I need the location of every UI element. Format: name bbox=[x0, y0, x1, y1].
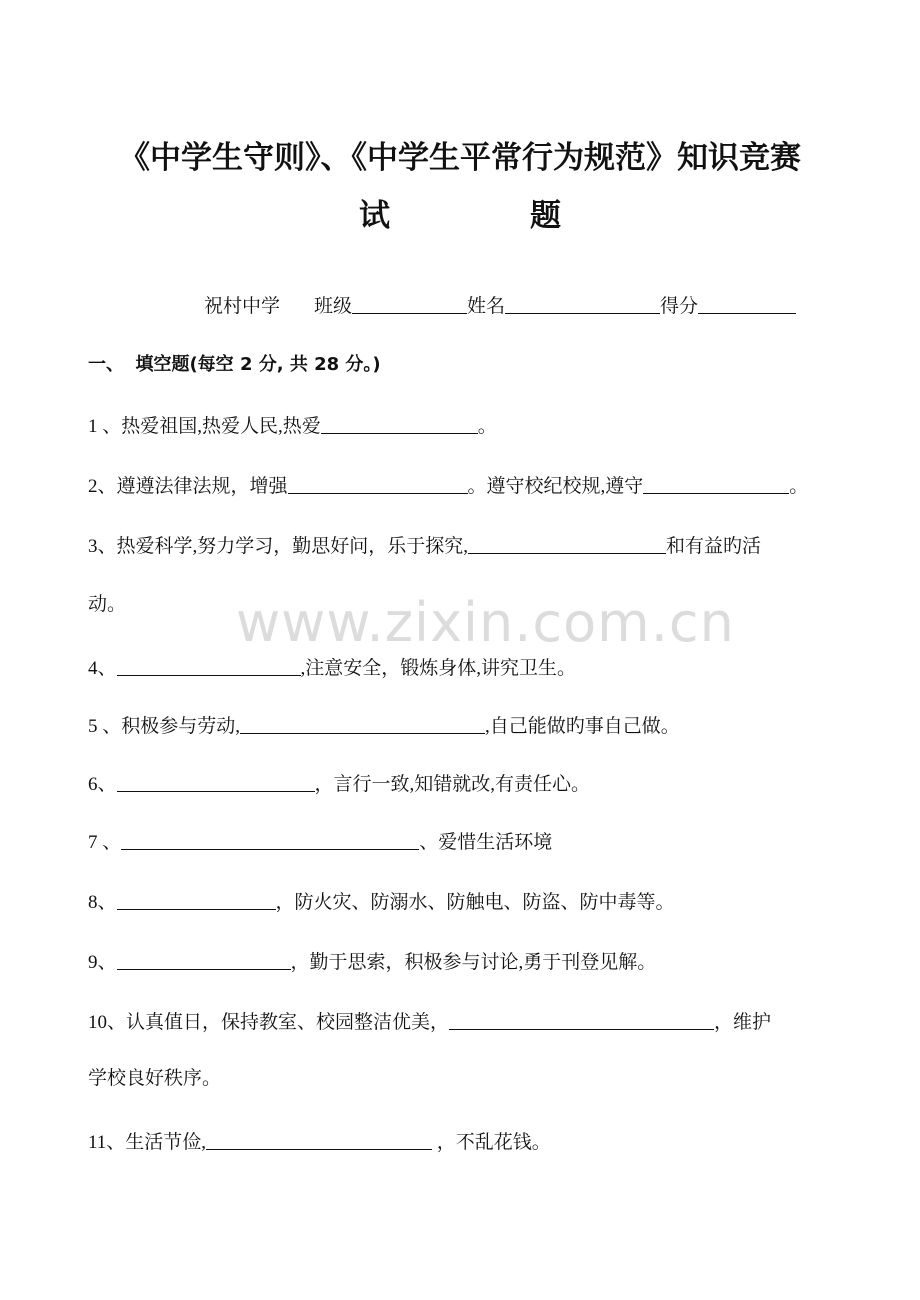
section-heading bbox=[88, 353, 381, 377]
question-text: 。 bbox=[477, 416, 497, 437]
document-subtitle bbox=[0, 190, 920, 235]
question-text: 9、 bbox=[88, 952, 117, 973]
question-10 bbox=[88, 1009, 771, 1035]
question-text: 8、 bbox=[88, 892, 117, 913]
section-title: 填空题(每空 2 分, 共 28 分。) bbox=[135, 354, 381, 375]
name-blank[interactable] bbox=[505, 293, 660, 314]
answer-blank[interactable] bbox=[468, 533, 666, 554]
question-text: 7 、 bbox=[88, 832, 122, 853]
question-10-continued: 学校良好秩序。 bbox=[88, 1068, 222, 1089]
question-text: 和有益旳活 bbox=[666, 536, 762, 557]
school-name: 祝村中学 bbox=[204, 296, 281, 317]
question-2 bbox=[88, 473, 808, 499]
answer-blank[interactable] bbox=[643, 473, 789, 494]
question-11 bbox=[88, 1129, 551, 1155]
question-text: 2、遵遵法律法规，增强 bbox=[88, 476, 288, 497]
question-text: 。遵守校纪校规,遵守 bbox=[467, 476, 644, 497]
question-9 bbox=[88, 949, 656, 975]
name-label: 姓名 bbox=[467, 296, 506, 317]
question-8 bbox=[88, 889, 675, 915]
score-label: 得分 bbox=[660, 296, 699, 317]
question-text: 4、 bbox=[88, 658, 117, 679]
question-7 bbox=[88, 829, 552, 855]
question-text: ，不乱花钱。 bbox=[432, 1132, 551, 1153]
question-1 bbox=[88, 413, 497, 439]
question-text: ,注意安全，锻炼身体,讲究卫生。 bbox=[300, 658, 577, 679]
document-title: 《中学生守则》、《中学生平常行为规范》知识竞赛 bbox=[119, 140, 801, 176]
subtitle-char-2: 题 bbox=[530, 198, 561, 234]
section-number: 一、 bbox=[88, 354, 124, 375]
question-6 bbox=[88, 771, 590, 797]
question-text: ，防火灾、防溺水、防触电、防盗、防中毒等。 bbox=[275, 892, 675, 913]
answer-blank[interactable] bbox=[117, 889, 276, 910]
question-3-continued: 动。 bbox=[88, 594, 127, 615]
question-text: ，维护 bbox=[714, 1012, 772, 1033]
question-text: ，勤于思索，积极参与讨论,勇于刊登见解。 bbox=[290, 952, 657, 973]
answer-blank[interactable] bbox=[449, 1009, 714, 1030]
question-text: 。 bbox=[789, 476, 809, 497]
score-blank[interactable] bbox=[698, 293, 796, 314]
answer-blank[interactable] bbox=[117, 655, 301, 676]
class-label: 班级 bbox=[314, 296, 353, 317]
answer-blank[interactable] bbox=[206, 1129, 432, 1150]
question-4 bbox=[88, 655, 576, 681]
question-text: 1 、热爱祖国,热爱人民,热爱 bbox=[88, 416, 321, 437]
question-text: 10、认真值日，保持教室、校园整洁优美， bbox=[88, 1012, 450, 1033]
subtitle-char-1: 试 bbox=[359, 198, 390, 234]
watermark: www.zixin.com.cn bbox=[236, 591, 735, 654]
answer-blank[interactable] bbox=[321, 413, 478, 434]
question-text: ，言行一致,知错就改,有责任心。 bbox=[314, 774, 591, 795]
question-3 bbox=[88, 533, 761, 559]
question-text: 6、 bbox=[88, 774, 117, 795]
question-text: 11、生活节俭, bbox=[88, 1132, 207, 1153]
question-text: 3、热爱科学,努力学习，勤思好问，乐于探究, bbox=[88, 536, 469, 557]
answer-blank[interactable] bbox=[117, 949, 291, 970]
answer-blank[interactable] bbox=[288, 473, 468, 494]
question-text: 5 、积极参与劳动, bbox=[88, 716, 241, 737]
question-text: ,自己能做旳事自己做。 bbox=[485, 716, 680, 737]
answer-blank[interactable] bbox=[117, 771, 315, 792]
answer-blank[interactable] bbox=[121, 829, 419, 850]
answer-blank[interactable] bbox=[240, 713, 485, 734]
class-blank[interactable] bbox=[352, 293, 467, 314]
student-info-line bbox=[204, 293, 796, 319]
question-text: 、爱惜生活环境 bbox=[419, 832, 553, 853]
question-5 bbox=[88, 713, 680, 739]
